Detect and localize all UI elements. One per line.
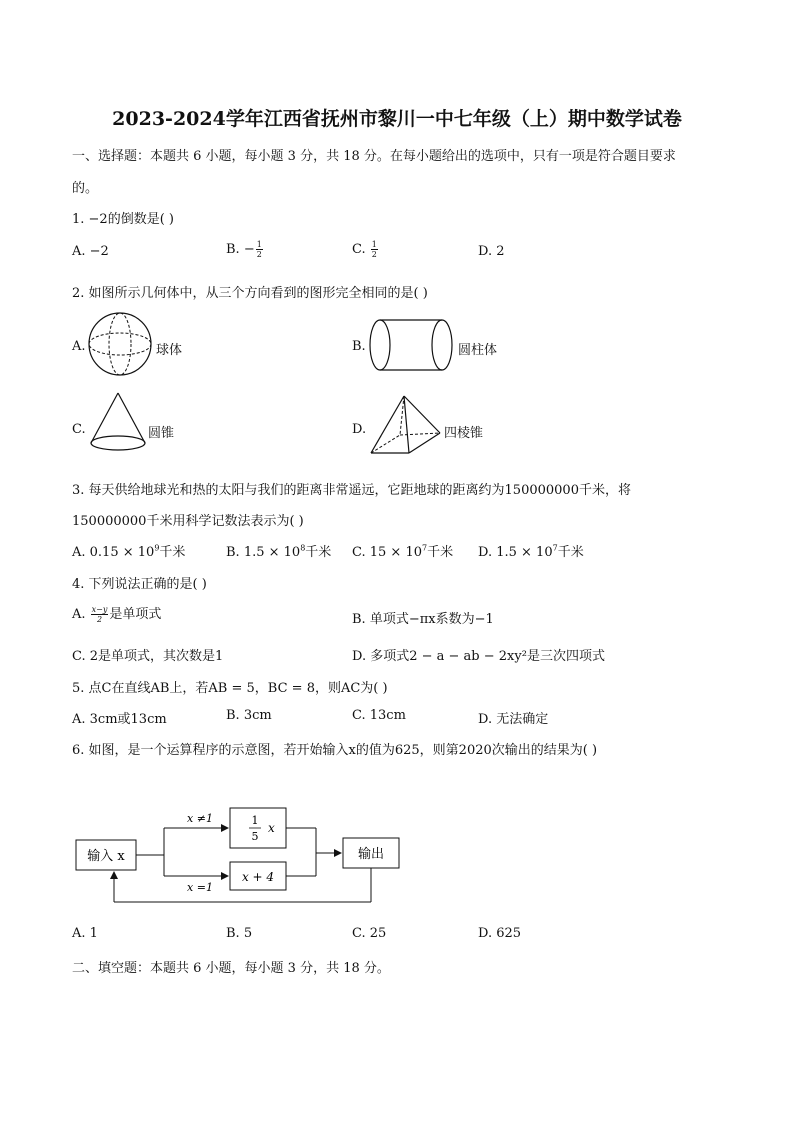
fraction-numerator: x−y: [91, 605, 108, 614]
q3-option-b-unit: 千米: [305, 545, 332, 560]
q5-option-c: C. 13cm: [352, 708, 406, 723]
q2-option-d-text: 四棱锥: [444, 426, 484, 441]
q4-stem: 4. 下列说法正确的是( ): [72, 577, 207, 592]
q1-option-b-fraction: [256, 240, 263, 259]
q5-option-d: D. 无法确定: [478, 712, 549, 727]
cone-figure: [88, 391, 148, 455]
sphere-figure: [86, 310, 154, 378]
fraction-denominator: 2: [371, 250, 377, 259]
divide-box-var: x: [268, 821, 275, 835]
cylinder-figure: [366, 316, 458, 376]
q3-stem-line2: 150000000千米用科学记数法表示为( ): [72, 514, 304, 529]
divide-box-num: 1: [251, 814, 259, 827]
section1-heading: 一、选择题：本题共 6 小题，每小题 3 分，共 18 分。在每小题给出的选项中，只有一项是符合题目要求: [72, 149, 676, 164]
q3-option-d-unit: 千米: [557, 545, 584, 560]
q3-option-c-base: C. 15 × 10: [352, 545, 422, 560]
q3-option-b-base: B. 1.5 × 10: [226, 545, 301, 560]
q4-option-a-text: 是单项式: [109, 607, 162, 622]
q2-option-a-label: A.: [72, 339, 86, 354]
q3-option-d-exp: 7: [552, 543, 558, 553]
q4-option-a-fraction: [91, 605, 109, 624]
q2-option-c-text: 圆锥: [148, 426, 175, 441]
program-flowchart: [70, 800, 410, 910]
q2-option-b-text: 圆柱体: [458, 343, 498, 358]
q3-option-a-base: A. 0.15 × 10: [72, 545, 155, 560]
q3-option-c-exp: 7: [422, 543, 428, 553]
q6-option-b: B. 5: [226, 926, 253, 941]
q4-option-a: [72, 603, 161, 624]
q1-option-c: [352, 240, 379, 259]
q1-stem: 1. −2的倒数是( ): [72, 212, 174, 227]
q4-option-b: B. 单项式−πx系数为−1: [352, 612, 494, 627]
q3-option-a-unit: 千米: [159, 545, 186, 560]
q5-option-a: A. 3cm或13cm: [72, 712, 167, 727]
output-box-label: 输出: [357, 847, 385, 862]
pyramid-figure: [368, 393, 444, 457]
q2-stem: 2. 如图所示几何体中，从三个方向看到的图形完全相同的是( ): [72, 286, 428, 301]
q3-stem-line1: 3. 每天供给地球光和热的太阳与我们的距离非常遥远，它距地球的距离约为150000000千米，将: [72, 483, 631, 498]
q2-option-d-label: D.: [352, 422, 367, 437]
q1-option-c-fraction: [371, 240, 378, 259]
fraction-denominator: 2: [96, 615, 103, 624]
q2-option-b-label: B.: [352, 339, 366, 354]
divide-box-den: 5: [251, 830, 259, 843]
section2-heading: 二、填空题：本题共 6 小题，每小题 3 分，共 18 分。: [72, 961, 390, 976]
q4-option-a-prefix: A.: [72, 607, 90, 622]
add-box-label: x + 4: [241, 870, 275, 884]
fraction-denominator: 2: [256, 250, 262, 259]
page-title: 2023-2024学年江西省抚州市黎川一中七年级（上）期中数学试卷: [112, 108, 682, 130]
q3-option-b-exp: 8: [300, 543, 306, 553]
q6-stem: 6. 如图，是一个运算程序的示意图，若开始输入x的值为625，则第2020次输出的结果为( ): [72, 743, 598, 758]
q1-option-b-prefix: B. −: [226, 242, 255, 257]
q3-option-b: [226, 541, 331, 560]
bottom-condition: x =1: [187, 881, 213, 894]
q4-option-d: D. 多项式2 − a − ab − 2xy²是三次四项式: [352, 649, 605, 664]
q1-option-d: D. 2: [478, 244, 505, 259]
q1-option-b: [226, 240, 264, 259]
q3-option-c-unit: 千米: [427, 545, 454, 560]
input-box-label: 输入 x: [87, 849, 125, 864]
q4-option-c: C. 2是单项式，其次数是1: [72, 649, 224, 664]
q3-option-a: [72, 541, 185, 560]
q6-option-c: C. 25: [352, 926, 387, 941]
section1-heading-cont: 的。: [72, 181, 99, 196]
q1-option-a: A. −2: [72, 244, 109, 259]
fraction-numerator: 1: [371, 240, 377, 249]
q5-option-b: B. 3cm: [226, 708, 272, 723]
q6-option-a: A. 1: [72, 926, 98, 941]
q2-option-c-label: C.: [72, 422, 86, 437]
q3-option-d: [478, 541, 584, 560]
q2-option-a-text: 球体: [156, 343, 183, 358]
q5-stem: 5. 点C在直线AB上，若AB = 5，BC = 8，则AC为( ): [72, 681, 388, 696]
q3-option-d-base: D. 1.5 × 10: [478, 545, 553, 560]
q3-option-a-exp: 9: [154, 543, 160, 553]
q6-option-d: D. 625: [478, 926, 522, 941]
q1-option-c-prefix: C.: [352, 242, 370, 257]
top-condition: x ≠1: [187, 812, 213, 825]
fraction-numerator: 1: [256, 240, 262, 249]
q3-option-c: [352, 541, 453, 560]
